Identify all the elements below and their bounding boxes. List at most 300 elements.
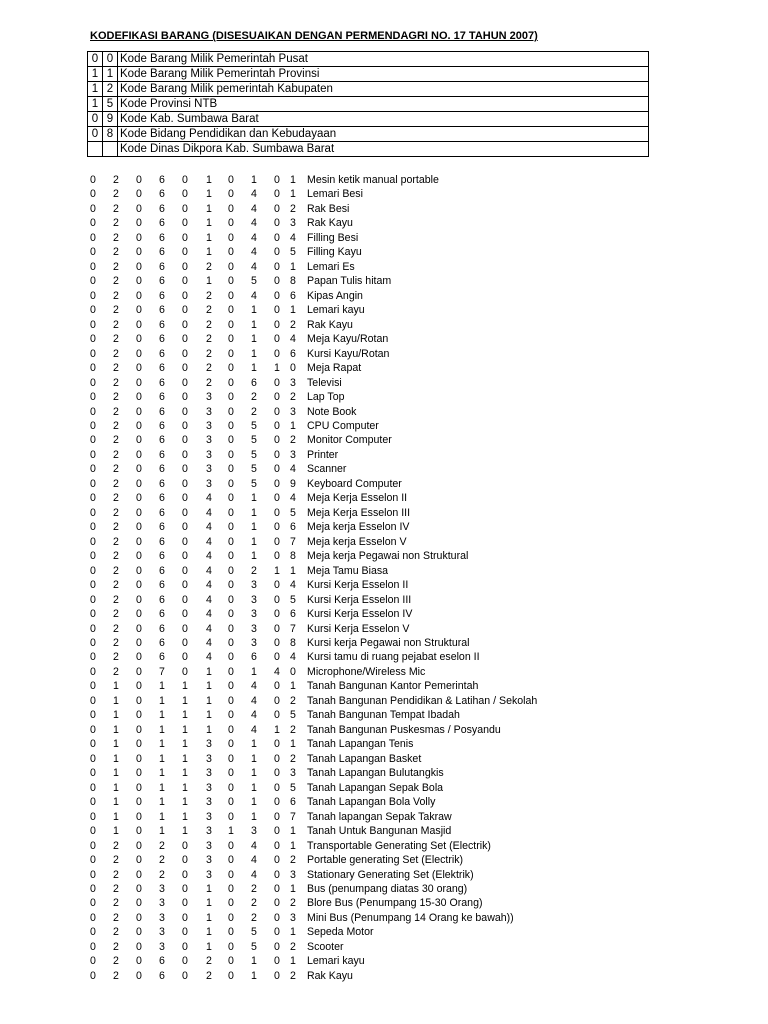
item-code-digit: 1: [290, 174, 296, 186]
item-code-digit: 4: [206, 637, 212, 649]
item-code-digit: 2: [206, 289, 212, 302]
item-name: Tanah Lapangan Sepak Bola: [307, 781, 444, 794]
item-code-digit: 0: [274, 608, 280, 621]
item-code-digit: 0: [274, 940, 280, 953]
item-name: Televisi: [307, 376, 342, 389]
item-code-digit: 0: [182, 405, 188, 418]
item-code-digit: 3: [206, 463, 212, 476]
item-code-digit: 0: [274, 882, 280, 895]
item-code-digit: 6: [159, 622, 165, 635]
item-code-digit: 0: [182, 911, 188, 924]
item-code-digit: 0: [274, 333, 280, 346]
item-code-digit: 0: [136, 825, 142, 838]
item-code-digit: 0: [228, 506, 234, 519]
item-code-digit: 1: [206, 202, 212, 215]
item-code-digit: 0: [182, 593, 188, 606]
item-code-digit: 0: [228, 709, 234, 722]
item-code-digit: 0: [182, 434, 188, 447]
item-code-digit: 0: [136, 796, 142, 809]
item-code-digit: 3: [206, 405, 212, 418]
item-code-digit: 0: [90, 897, 96, 910]
item-code-digit: 1: [251, 781, 257, 794]
item-name: Transportable Generating Set (Electrik): [307, 839, 491, 852]
item-name: Tanah Lapangan Bola Volly: [307, 796, 436, 809]
item-code-digit: 3: [290, 767, 296, 780]
code-description: Kode Dinas Dikpora Kab. Sumbawa Barat: [118, 142, 649, 157]
item-code-digit: 2: [206, 304, 212, 317]
item-code-digit: 0: [136, 521, 142, 534]
item-code-digit: 1: [182, 752, 188, 765]
item-code-digit: 4: [206, 535, 212, 548]
item-code-digit: 1: [182, 694, 188, 707]
item-code-digit: 0: [90, 188, 96, 201]
code-legend-table: [87, 51, 649, 157]
item-code-digit: 1: [113, 723, 119, 736]
item-code-digit: 2: [113, 854, 119, 867]
item-code-digit: 0: [274, 405, 280, 418]
item-code-digit: 0: [228, 521, 234, 534]
code-description: Kode Barang Milik Pemerintah Provinsi: [118, 67, 649, 82]
item-code-digit: 0: [182, 969, 188, 982]
item-code-digit: 4: [251, 289, 257, 302]
item-code-digit: 4: [206, 492, 212, 505]
item-name: Lap Top: [307, 391, 345, 404]
item-code-digit: 1: [206, 709, 212, 722]
item-code-digit: 0: [274, 839, 280, 852]
item-code-digit: 0: [182, 217, 188, 230]
item-code-digit: 1: [251, 506, 257, 519]
code-digit-2: 1: [103, 67, 118, 82]
item-name: Meja Kerja Esselon III: [307, 506, 411, 519]
item-code-digit: 1: [251, 318, 257, 331]
item-code-digit: 2: [113, 622, 119, 635]
item-code-digit: 4: [251, 868, 257, 881]
item-code-digit: 0: [274, 260, 280, 273]
item-code-digit: 4: [290, 231, 296, 244]
item-code-digit: 0: [90, 969, 96, 982]
item-code-digit: 0: [136, 202, 142, 215]
item-code-digit: 0: [182, 347, 188, 360]
item-code-digit: 0: [274, 231, 280, 244]
item-code-digit: 0: [228, 174, 234, 186]
item-code-digit: 2: [113, 463, 119, 476]
item-code-digit: 3: [159, 897, 165, 910]
item-code-digit: 0: [136, 752, 142, 765]
item-code-digit: 0: [228, 318, 234, 331]
item-code-digit: 2: [206, 362, 212, 375]
item-code-digit: 0: [90, 911, 96, 924]
item-code-digit: 2: [251, 564, 257, 577]
item-code-digit: 0: [182, 550, 188, 563]
item-code-digit: 2: [206, 347, 212, 360]
item-code-digit: 1: [113, 825, 119, 838]
item-code-digit: 1: [251, 752, 257, 765]
item-code-digit: 7: [290, 810, 296, 823]
item-name: Kursi tamu di ruang pejabat eselon II: [307, 651, 480, 664]
item-name: Blore Bus (Penumpang 15-30 Orang): [307, 897, 483, 910]
item-code-digit: 1: [251, 521, 257, 534]
item-code-digit: 0: [182, 854, 188, 867]
item-code-digit: 0: [228, 347, 234, 360]
item-code-digit: 1: [290, 188, 296, 201]
item-code-digit: 1: [182, 781, 188, 794]
item-code-digit: 1: [251, 492, 257, 505]
item-code-digit: 2: [290, 752, 296, 765]
item-code-digit: 1: [206, 275, 212, 288]
item-code-digit: 1: [251, 796, 257, 809]
item-code-digit: 0: [90, 202, 96, 215]
item-code-digit: 0: [290, 362, 296, 375]
item-name: Meja Rapat: [307, 362, 362, 375]
item-code-digit: 0: [136, 347, 142, 360]
item-code-digit: 0: [228, 637, 234, 649]
item-code-digit: 0: [274, 926, 280, 939]
item-code-digit: 4: [251, 188, 257, 201]
item-code-digit: 0: [182, 376, 188, 389]
item-code-digit: 4: [290, 579, 296, 592]
item-code-digit: 2: [113, 347, 119, 360]
item-code-digit: 0: [136, 477, 142, 490]
item-code-digit: 0: [182, 202, 188, 215]
item-code-digit: 1: [274, 723, 280, 736]
code-table-row: [88, 52, 649, 67]
item-name: CPU Computer: [307, 419, 379, 432]
item-code-digit: 6: [159, 535, 165, 548]
item-code-digit: 1: [182, 825, 188, 838]
item-code-digit: 3: [206, 781, 212, 794]
item-code-digit: 0: [274, 434, 280, 447]
item-code-digit: 5: [251, 275, 257, 288]
item-code-digit: 2: [113, 492, 119, 505]
item-code-digit: 2: [290, 854, 296, 867]
item-code-digit: 6: [159, 593, 165, 606]
item-code-digit: 0: [228, 535, 234, 548]
item-code-digit: 1: [251, 174, 257, 186]
item-code-digit: 2: [290, 940, 296, 953]
item-code-digit: 3: [290, 405, 296, 418]
item-code-digit: 0: [136, 333, 142, 346]
code-digit-1: [88, 142, 103, 157]
item-code-digit: 0: [90, 347, 96, 360]
item-code-digit: 0: [274, 463, 280, 476]
item-code-digit: 1: [251, 767, 257, 780]
item-code-digit: 0: [274, 593, 280, 606]
item-code-digit: 0: [182, 477, 188, 490]
item-name: Rak Kayu: [307, 969, 353, 982]
item-code-digit: 1: [251, 955, 257, 968]
item-code-digit: 0: [136, 391, 142, 404]
item-code-digit: 1: [159, 680, 165, 693]
item-code-digit: 0: [228, 434, 234, 447]
item-code-digit: 0: [136, 637, 142, 649]
item-code-digit: 0: [228, 260, 234, 273]
item-code-digit: 0: [274, 622, 280, 635]
item-code-digit: 4: [290, 651, 296, 664]
item-code-digit: 1: [206, 694, 212, 707]
code-digit-1: 0: [88, 127, 103, 142]
item-code-digit: 4: [206, 564, 212, 577]
item-code-digit: 0: [90, 825, 96, 838]
item-code-digit: 0: [228, 550, 234, 563]
item-code-digit: 0: [182, 579, 188, 592]
item-code-digit: 2: [159, 854, 165, 867]
item-code-digit: 0: [228, 202, 234, 215]
item-code-digit: 0: [228, 275, 234, 288]
item-code-digit: 5: [251, 419, 257, 432]
item-code-digit: 3: [159, 882, 165, 895]
item-code-digit: 0: [228, 955, 234, 968]
item-code-digit: 4: [206, 651, 212, 664]
item-code-digit: 0: [182, 174, 188, 186]
item-code-digit: 0: [136, 839, 142, 852]
item-code-digit: 3: [206, 810, 212, 823]
item-code-digit: 8: [290, 637, 296, 649]
item-code-digit: 0: [274, 174, 280, 186]
item-code-digit: 0: [136, 492, 142, 505]
item-code-digit: 0: [274, 738, 280, 751]
item-code-digit: 1: [182, 796, 188, 809]
item-name: Meja Tamu Biasa: [307, 564, 389, 577]
item-code-digit: 0: [90, 506, 96, 519]
item-code-digit: 2: [290, 202, 296, 215]
code-digit-1: 0: [88, 52, 103, 67]
item-code-digit: 6: [159, 217, 165, 230]
item-code-digit: 6: [159, 260, 165, 273]
item-code-digit: 0: [90, 608, 96, 621]
item-code-digit: 0: [136, 448, 142, 461]
item-code-digit: 0: [136, 723, 142, 736]
item-code-digit: 0: [182, 304, 188, 317]
item-code-digit: 0: [90, 926, 96, 939]
item-code-digit: 1: [290, 680, 296, 693]
item-code-digit: 0: [136, 665, 142, 678]
item-code-digit: 2: [113, 391, 119, 404]
item-code-digit: 0: [182, 940, 188, 953]
code-description: Kode Kab. Sumbawa Barat: [118, 112, 649, 127]
item-code-digit: 6: [159, 492, 165, 505]
code-description: Kode Bidang Pendidikan dan Kebudayaan: [118, 127, 649, 142]
item-code-digit: 6: [290, 347, 296, 360]
item-code-digit: 0: [274, 477, 280, 490]
item-code-digit: 0: [274, 289, 280, 302]
item-code-digit: 0: [274, 550, 280, 563]
item-code-digit: 0: [274, 694, 280, 707]
code-table-row: [88, 97, 649, 112]
item-code-digit: 3: [290, 376, 296, 389]
item-code-digit: 3: [251, 622, 257, 635]
item-code-digit: 2: [159, 868, 165, 881]
item-code-digit: 3: [206, 434, 212, 447]
item-code-digit: 6: [159, 434, 165, 447]
item-code-digit: 1: [113, 680, 119, 693]
item-code-digit: 2: [113, 839, 119, 852]
item-code-digit: 1: [251, 738, 257, 751]
item-code-digit: 0: [182, 564, 188, 577]
code-table-row: [88, 127, 649, 142]
item-code-digit: 4: [251, 217, 257, 230]
item-code-digit: 0: [90, 622, 96, 635]
item-code-digit: 2: [113, 521, 119, 534]
item-code-digit: 0: [182, 231, 188, 244]
item-code-digit: 0: [274, 492, 280, 505]
item-code-digit: 1: [159, 752, 165, 765]
item-code-digit: 2: [159, 839, 165, 852]
item-code-digit: 2: [113, 217, 119, 230]
item-code-digit: 0: [90, 810, 96, 823]
item-code-digit: 5: [251, 477, 257, 490]
item-code-digit: 0: [182, 260, 188, 273]
item-code-digit: 3: [290, 868, 296, 881]
item-code-digit: 4: [290, 492, 296, 505]
item-code-digit: 6: [159, 477, 165, 490]
item-code-digit: 1: [274, 564, 280, 577]
item-code-digit: 2: [113, 188, 119, 201]
item-code-digit: 0: [274, 969, 280, 982]
item-code-digit: 2: [206, 333, 212, 346]
item-name: Scanner: [307, 463, 347, 476]
item-code-digit: 2: [113, 289, 119, 302]
item-code-digit: 0: [182, 882, 188, 895]
item-code-digit: 1: [113, 810, 119, 823]
item-code-digit: 0: [136, 694, 142, 707]
item-code-digit: 0: [274, 275, 280, 288]
item-name: Rak Besi: [307, 202, 350, 215]
item-code-digit: 5: [251, 448, 257, 461]
item-code-digit: 1: [159, 709, 165, 722]
item-code-digit: 0: [90, 289, 96, 302]
item-code-digit: 1: [290, 839, 296, 852]
item-code-digit: 0: [90, 868, 96, 881]
item-code-digit: 1: [290, 419, 296, 432]
item-code-digit: 0: [274, 897, 280, 910]
item-code-digit: 0: [90, 680, 96, 693]
item-code-digit: 6: [159, 333, 165, 346]
item-code-digit: 6: [159, 231, 165, 244]
item-code-digit: 0: [182, 651, 188, 664]
item-code-digit: 0: [274, 767, 280, 780]
item-code-digit: 0: [274, 579, 280, 592]
item-code-digit: 0: [136, 680, 142, 693]
item-code-digit: 1: [228, 825, 234, 838]
item-code-digit: 6: [159, 448, 165, 461]
item-code-digit: 6: [159, 506, 165, 519]
item-code-digit: 6: [159, 550, 165, 563]
item-code-digit: 4: [206, 506, 212, 519]
item-code-digit: 3: [206, 419, 212, 432]
item-code-digit: 0: [182, 448, 188, 461]
item-code-digit: 2: [290, 969, 296, 982]
item-code-digit: 1: [182, 810, 188, 823]
item-code-digit: 1: [251, 535, 257, 548]
item-code-digit: 0: [90, 694, 96, 707]
item-code-digit: 1: [206, 911, 212, 924]
item-code-digit: 6: [159, 521, 165, 534]
item-code-digit: 0: [90, 940, 96, 953]
item-code-digit: 2: [113, 174, 119, 186]
item-code-digit: 0: [90, 521, 96, 534]
item-code-digit: 0: [90, 231, 96, 244]
item-code-digit: 3: [251, 593, 257, 606]
item-code-digit: 0: [90, 391, 96, 404]
item-code-digit: 2: [113, 897, 119, 910]
item-name: Papan Tulis hitam: [307, 275, 392, 288]
item-code-digit: 0: [274, 796, 280, 809]
item-code-digit: 2: [290, 434, 296, 447]
item-code-digit: 3: [206, 477, 212, 490]
item-code-digit: 0: [136, 463, 142, 476]
item-code-digit: 0: [182, 608, 188, 621]
item-code-digit: 8: [290, 275, 296, 288]
item-code-digit: 0: [182, 839, 188, 852]
item-code-digit: 0: [228, 882, 234, 895]
item-name: Scooter: [307, 940, 344, 953]
item-name: Kursi kerja Pegawai non Struktural: [307, 637, 470, 649]
item-code-digit: 4: [251, 202, 257, 215]
item-code-digit: 0: [274, 347, 280, 360]
item-code-digit: 0: [182, 897, 188, 910]
item-code-digit: 0: [274, 188, 280, 201]
item-name: Tanah Bangunan Tempat Ibadah: [307, 709, 460, 722]
item-code-digit: 0: [136, 535, 142, 548]
code-description: Kode Barang Milik Pemerintah Pusat: [118, 52, 649, 67]
item-code-digit: 0: [182, 492, 188, 505]
item-code-digit: 0: [136, 926, 142, 939]
item-code-digit: 0: [228, 781, 234, 794]
item-code-digit: 3: [206, 738, 212, 751]
item-code-digit: 0: [90, 839, 96, 852]
item-name: Filling Kayu: [307, 246, 362, 259]
item-code-digit: 1: [113, 767, 119, 780]
item-code-digit: 1: [113, 738, 119, 751]
item-code-digit: 0: [136, 405, 142, 418]
item-code-digit: 2: [113, 969, 119, 982]
item-code-digit: 0: [136, 362, 142, 375]
item-code-digit: 1: [206, 246, 212, 259]
item-code-digit: 0: [136, 955, 142, 968]
item-code-digit: 3: [206, 839, 212, 852]
item-name: Mesin ketik manual portable: [307, 174, 439, 186]
item-code-digit: 1: [290, 882, 296, 895]
item-code-digit: 3: [251, 825, 257, 838]
item-name: Sepeda Motor: [307, 926, 374, 939]
item-code-digit: 0: [182, 926, 188, 939]
item-name: Monitor Computer: [307, 434, 392, 447]
item-code-digit: 1: [159, 694, 165, 707]
item-code-digit: 6: [159, 188, 165, 201]
item-code-digit: 5: [251, 434, 257, 447]
item-code-digit: 2: [113, 868, 119, 881]
item-code-digit: 1: [251, 969, 257, 982]
item-code-digit: 3: [206, 391, 212, 404]
item-code-digit: 0: [90, 767, 96, 780]
item-code-digit: 0: [228, 926, 234, 939]
item-name: Kursi Kerja Esselon III: [307, 593, 412, 606]
item-code-digit: 0: [90, 246, 96, 259]
item-code-digit: 3: [206, 854, 212, 867]
item-name: Lemari kayu: [307, 304, 365, 317]
item-code-digit: 0: [274, 376, 280, 389]
item-code-digit: 0: [228, 419, 234, 432]
item-code-digit: 4: [290, 463, 296, 476]
item-code-digit: 0: [136, 217, 142, 230]
item-code-digit: 0: [136, 419, 142, 432]
item-code-digit: 0: [228, 231, 234, 244]
item-code-digit: 0: [182, 333, 188, 346]
item-code-digit: 0: [90, 579, 96, 592]
item-code-digit: 0: [136, 579, 142, 592]
item-code-digit: 4: [251, 680, 257, 693]
item-code-digit: 1: [206, 665, 212, 678]
